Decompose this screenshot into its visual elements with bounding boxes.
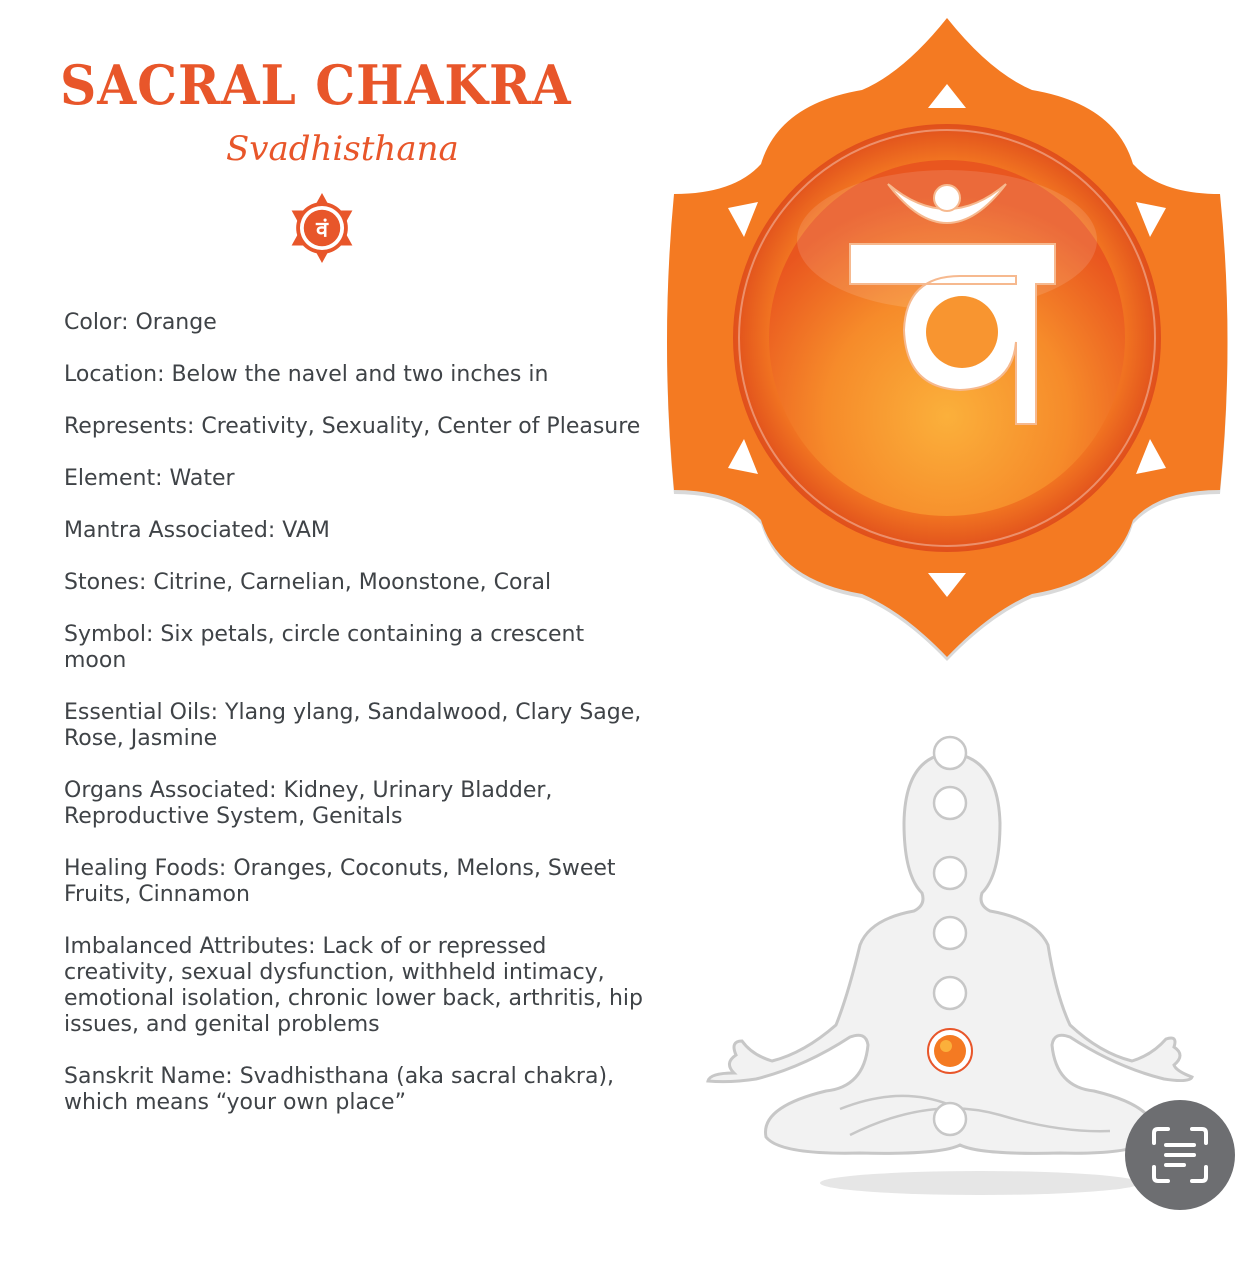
page-title: SACRAL CHAKRA (60, 53, 572, 117)
sacral-chakra-symbol-icon (660, 12, 1235, 662)
attribute-healing-foods: Healing Foods : Oranges, Coconuts, Melons, Sweet Fruits, Cinnamon (64, 856, 644, 908)
text-scan-button[interactable] (1125, 1100, 1235, 1210)
meditating-figure-icon (700, 735, 1200, 1205)
attribute-essential-oils: Essential Oils : Ylang ylang, Sandalwood, Clary Sage, Rose, Jasmine (64, 700, 644, 752)
page-subtitle: Svadhisthana (226, 129, 459, 169)
attribute-stones: Stones : Citrine, Carnelian, Moonstone, Coral (64, 570, 644, 596)
attribute-sanskrit-name: Sanskrit Name : Svadhisthana (aka sacral chakra), which means “your own place” (64, 1064, 644, 1116)
attribute-element: Element : Water (64, 466, 644, 492)
text-scan-icon (1148, 1123, 1212, 1187)
sacral-chakra-small-icon (284, 190, 360, 266)
attribute-represents: Represents : Creativity, Sexuality, Center of Pleasure (64, 414, 644, 440)
attribute-symbol: Symbol : Six petals, circle containing a crescent moon (64, 622, 644, 674)
attribute-mantra: Mantra Associated : VAM (64, 518, 644, 544)
attribute-list (64, 310, 644, 1142)
attribute-color: Color : Orange (64, 310, 644, 336)
attribute-location: Location : Below the navel and two inches in (64, 362, 644, 388)
attribute-imbalanced: Imbalanced Attributes : Lack of or repressed creativity, sexual dysfunction, withheld intimacy, emotional isolation, chronic lower back, arthritis, hip issues, and genital problems (64, 934, 644, 1038)
small-symbol-glyph: वं (316, 217, 328, 243)
attribute-organs: Organs Associated : Kidney, Urinary Bladder, Reproductive System, Genitals (64, 778, 644, 830)
